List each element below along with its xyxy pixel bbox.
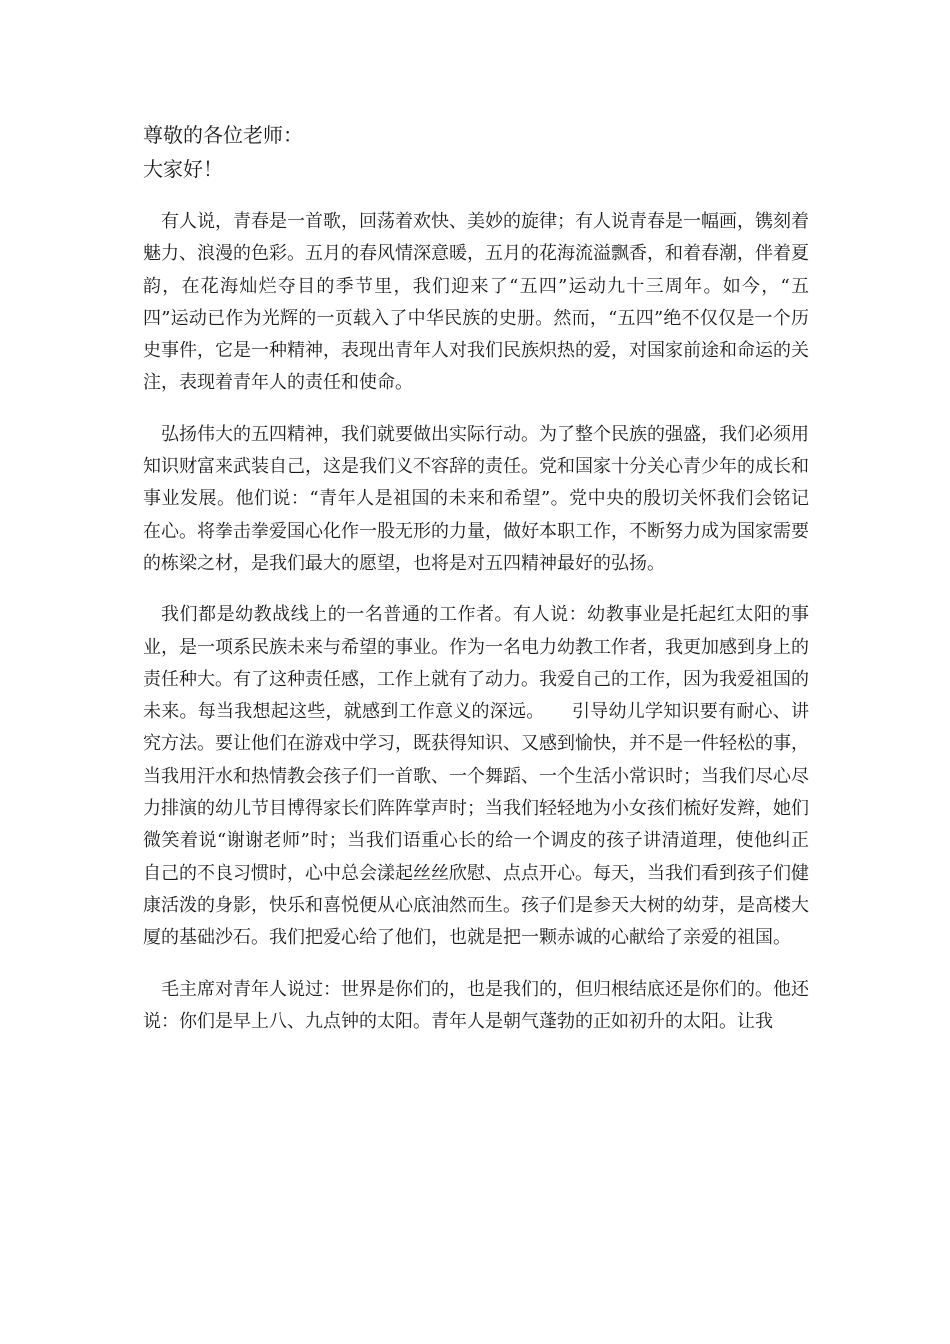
paragraph-chairman-mao-quote: 毛主席对青年人说过：世界是你们的，也是我们的，但归根结底还是你们的。他还说：你们是早上八、九点钟的太阳。青年人是朝气蓬勃的正如初升的太阳。让我 [143,978,809,1032]
paragraph-carry-forward-spirit: 弘扬伟大的五四精神，我们就要做出实际行动。为了整个民族的强盛，我们必须用知识财富来武装自己，这是我们义不容辞的责任。党和国家十分关心青少年的成长和事业发展。他们说：“青年人是祖国的未来和希望”。党中央的殷切关怀我们会铭记在心。将拳击拳爱国心化作一股无形的力量，做好本职工作，不断努力成为国家需要的栋梁之材，是我们最大的愿望，也将是对五四精神最好的弘扬。 [143,423,809,574]
paragraph-youth-may-fourth: 有人说，青春是一首歌，回荡着欢快、美妙的旋律；有人说青春是一幅画，镌刻着魅力、浪漫的色彩。五月的春风情深意暖，五月的花海流溢飘香，和着春潮，伴着夏韵，在花海灿烂夺目的季节里，我们迎来了“五四”运动九十三周年。如今，“五四”运动已作为光辉的一页载入了中华民族的史册。然而，“五四”绝不仅仅是一个历史事件，它是一种精神，表现出青年人对我们民族炽热的爱，对国家前途和命运的关注，表现着青年人的责任和使命。 [143,211,809,394]
salutation-line-1: 尊敬的各位老师： [143,123,303,147]
salutation-line-2: 大家好！ [143,157,223,181]
paragraph-preschool-teacher: 我们都是幼教战线上的一名普通的工作者。有人说：幼教事业是托起红太阳的事业，是一项系民族未来与希望的事业。作为一名电力幼教工作者，我更加感到身上的责任种大。有了这种责任感，工作上就有了动力。我爱自己的工作，因为我爱祖国的未来。每当我想起这些，就感到工作意义的深远。 引导幼儿学知识要有耐心、讲究方法。要让他们在游戏中学习，既获得知识、又感到愉快，并不是一件轻松的事，当我用汗水和热情教会孩子们一首歌、一个舞蹈、一个生活小常识时；当我们尽心尽力排演的幼儿节目博得家长们阵阵掌声时；当我们轻轻地为小女孩们梳好发辫，她们微笑着说“谢谢老师”时；当我们语重心长的给一个调皮的孩子讲清道理，使他纠正自己的不良习惯时，心中总会漾起丝丝欣慰、点点开心。每天，当我们看到孩子们健康活泼的身影，快乐和喜悦便从心底油然而生。孩子们是参天大树的幼芽，是高楼大厦的基础沙石。我们把爱心给了他们，也就是把一颗赤诚的心献给了亲爱的祖国。 [143,604,809,949]
document-body [143,118,809,1038]
